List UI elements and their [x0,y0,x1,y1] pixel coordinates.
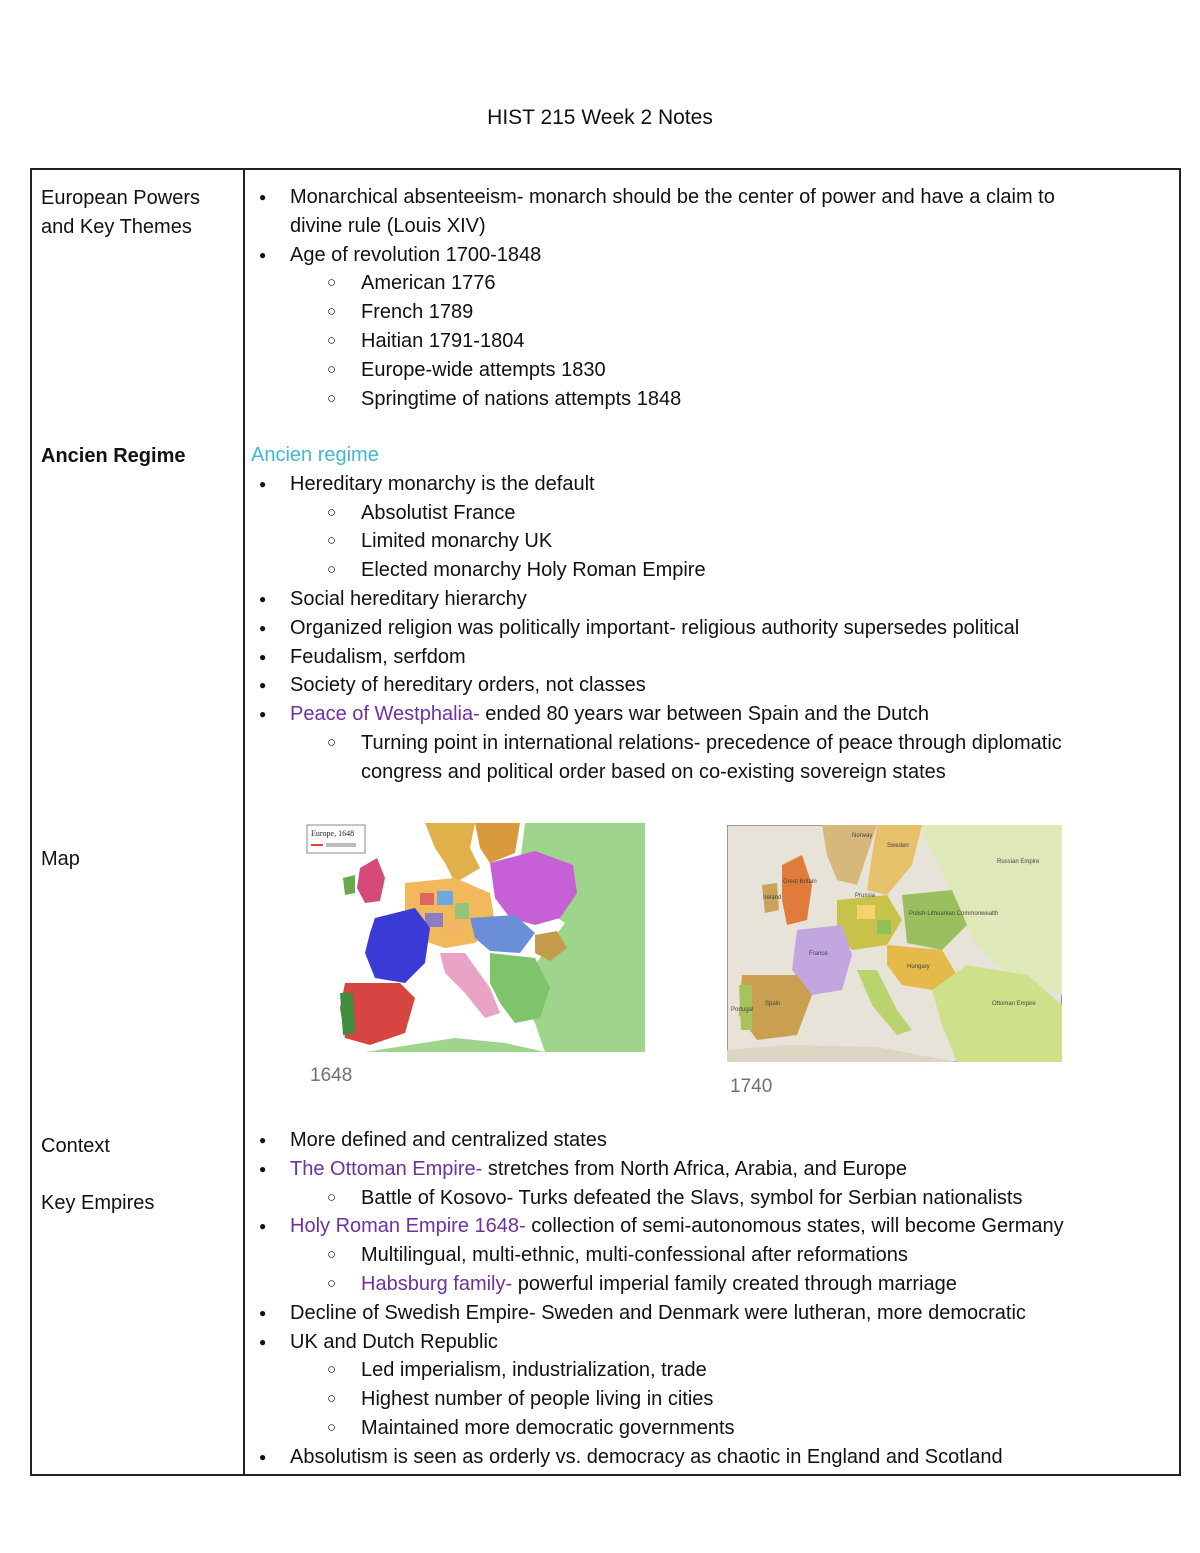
map-1740-label: Russian Empire [997,859,1040,865]
label-european-powers [41,184,200,242]
map-1648-legend-title: Europe, 1648 [311,829,355,838]
sub-list-item: ○ Limited monarchy UK [260,527,1121,556]
sub-list-item: ○ Turning point in international relations- precedence of peace through diplomatic congress and political order based on co-existing sovereign states [260,729,1121,787]
map-1740-label: Polish-Lithuanian Commonwealth [909,911,999,917]
sub-list-item: ○ Multilingual, multi-ethnic, multi-confessional after reformations [260,1241,1130,1270]
section-ancien-regime [251,441,1121,787]
sub-list-item: ○ Habsburg family- powerful imperial family created through marriage [260,1270,1130,1299]
sub-list-item: ○ American 1776 [260,269,1130,298]
label-line: and Key Themes [41,215,192,238]
map-1740-caption: 1740 [730,1076,773,1097]
section-heading: Ancien regime [251,444,379,466]
map-europe-1740 [727,825,1062,1062]
sub-list-item: ○ Highest number of people living in cities [260,1385,1130,1414]
list-item: ● Feudalism, serfdom [260,643,1121,672]
map-1740-label: Hungary [907,964,930,970]
sub-list-item: ○ Elected monarchy Holy Roman Empire [260,556,1121,585]
label-ancien-regime: Ancien Regime [41,445,186,467]
sub-list-item: ○ Springtime of nations attempts 1848 [260,385,1130,414]
label-context: Context [41,1135,110,1157]
map-1740-label: Ottoman Empire [992,1001,1036,1007]
section-european-powers [260,183,1130,413]
map-1740-label: Prussia [855,893,876,899]
sub-list-item: ○ Europe-wide attempts 1830 [260,356,1130,385]
sub-list-item: ○ Led imperialism, industrialization, trade [260,1356,1130,1385]
sub-list-item: ○ Haitian 1791-1804 [260,327,1130,356]
list-item: ● Absolutism is seen as orderly vs. democracy as chaotic in England and Scotland [260,1443,1130,1472]
list-item: ● Peace of Westphalia- ended 80 years war between Spain and the Dutch [260,700,1121,729]
map-1648-caption: 1648 [310,1065,353,1086]
list-item: ● Society of hereditary orders, not classes [260,671,1121,700]
highlight-term: The Ottoman Empire- [290,1157,483,1180]
map-1740-image [727,825,1062,1062]
list-item: ● The Ottoman Empire- stretches from North Africa, Arabia, and Europe [260,1155,1130,1184]
sub-list-item: ○ French 1789 [260,298,1130,327]
map-europe-1648 [305,823,645,1052]
sub-list-item: ○ Battle of Kosovo- Turks defeated the Slavs, symbol for Serbian nationalists [260,1184,1130,1213]
map-1740-label: Portugal [731,1007,754,1013]
map-1740-label: France [809,951,828,957]
highlight-term: Peace of Westphalia- [290,703,480,726]
map-1648-image [305,823,645,1052]
page-title: HIST 215 Week 2 Notes [487,106,713,129]
map-1740-label: Spain [765,1001,781,1007]
highlight-term: Habsburg family- [361,1272,513,1295]
label-key-empires: Key Empires [41,1192,155,1214]
section-context [260,1126,1130,1472]
list-item: ● Decline of Swedish Empire- Sweden and Denmark were lutheran, more democratic [260,1299,1130,1328]
map-1740-label: Great Britain [783,879,817,885]
list-item: ● Hereditary monarchy is the default [260,470,1121,499]
list-item: ● Holy Roman Empire 1648- collection of semi-autonomous states, will become Germany [260,1212,1130,1241]
highlight-term: Holy Roman Empire 1648- [290,1215,526,1238]
label-line: European Powers [41,187,200,209]
list-item: ● Social hereditary hierarchy [260,585,1121,614]
label-map: Map [41,848,80,870]
list-item: ● Monarchical absenteeism- monarch should be the center of power and have a claim to divine rule (Louis XIV) [260,183,1130,241]
list-item: ● UK and Dutch Republic [260,1328,1130,1357]
column-divider [243,170,245,1474]
map-1740-label: Sweden [887,843,909,849]
list-item: ● Organized religion was politically important- religious authority supersedes political [260,614,1121,643]
sub-list-item: ○ Maintained more democratic governments [260,1414,1130,1443]
sub-list-item: ○ Absolutist France [260,499,1121,528]
map-1740-label: Norway [852,833,873,839]
list-item: ● Age of revolution 1700-1848 [260,241,1130,270]
list-item: ● More defined and centralized states [260,1126,1130,1155]
map-1740-label: Ireland [763,895,782,901]
